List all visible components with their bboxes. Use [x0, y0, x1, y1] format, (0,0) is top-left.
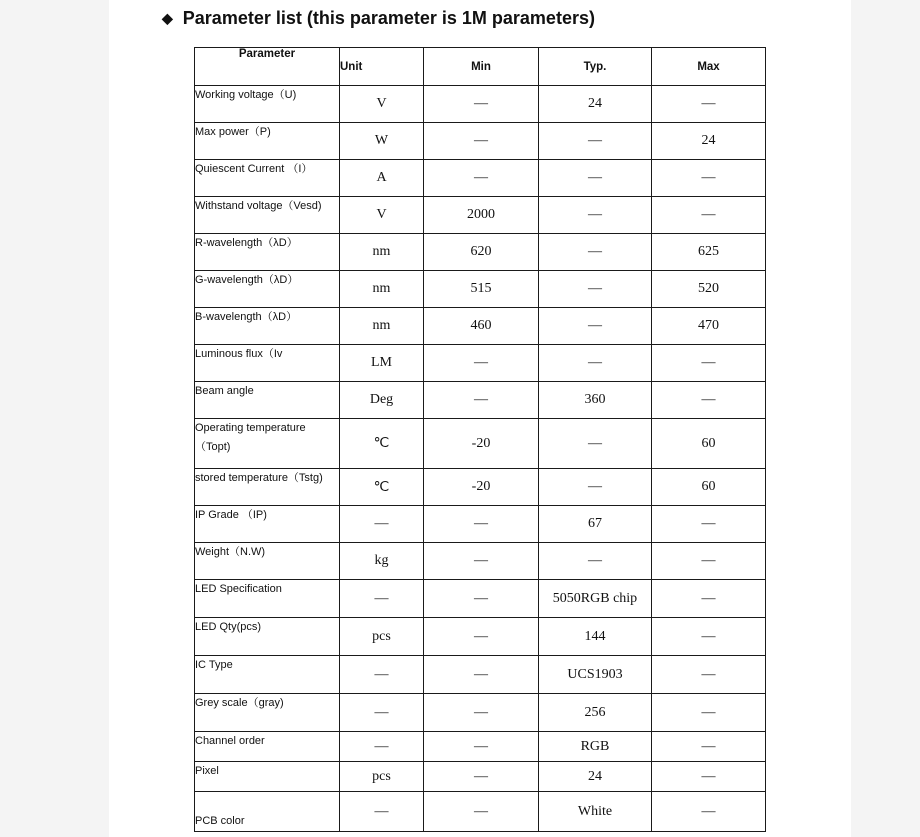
cell-unit: —: [340, 580, 424, 618]
cell-typ: 24: [539, 86, 652, 123]
table-row: [195, 345, 766, 382]
table-header-row: [195, 48, 766, 86]
table-row: [195, 86, 766, 123]
cell-parameter: R-wavelength（λD）: [195, 234, 340, 271]
diamond-bullet-icon: ◆: [162, 10, 173, 26]
cell-parameter: Quiescent Current （I）: [195, 160, 340, 197]
cell-parameter: B-wavelength（λD）: [195, 308, 340, 345]
table-row: [195, 694, 766, 732]
cell-min: —: [424, 382, 539, 419]
cell-typ: RGB: [539, 732, 652, 762]
table-row: [195, 123, 766, 160]
cell-parameter: IC Type: [195, 656, 340, 694]
cell-max: 470: [652, 308, 766, 345]
table-row: [195, 234, 766, 271]
cell-min: —: [424, 762, 539, 792]
table-row: [195, 197, 766, 234]
cell-max: —: [652, 694, 766, 732]
section-heading-text: Parameter list (this parameter is 1M parameters): [182, 8, 595, 28]
cell-unit: ℃: [340, 419, 424, 469]
table-row: [195, 308, 766, 345]
cell-typ: UCS1903: [539, 656, 652, 694]
table-row: [195, 762, 766, 792]
cell-min: —: [424, 732, 539, 762]
cell-typ: —: [539, 308, 652, 345]
cell-typ: 5050RGB chip: [539, 580, 652, 618]
cell-typ: 24: [539, 762, 652, 792]
cell-parameter: IP Grade （IP): [195, 506, 340, 543]
cell-max: 625: [652, 234, 766, 271]
cell-min: 460: [424, 308, 539, 345]
section-heading: [162, 8, 595, 29]
cell-unit: —: [340, 506, 424, 543]
cell-max: 24: [652, 123, 766, 160]
cell-parameter: Withstand voltage（Vesd): [195, 197, 340, 234]
parameter-table: [194, 47, 766, 832]
cell-unit: W: [340, 123, 424, 160]
cell-max: —: [652, 732, 766, 762]
cell-typ: —: [539, 419, 652, 469]
cell-max: 520: [652, 271, 766, 308]
cell-max: —: [652, 86, 766, 123]
cell-unit: —: [340, 694, 424, 732]
cell-typ: 144: [539, 618, 652, 656]
cell-max: —: [652, 345, 766, 382]
cell-min: -20: [424, 419, 539, 469]
cell-min: —: [424, 618, 539, 656]
cell-min: —: [424, 792, 539, 832]
cell-max: —: [652, 506, 766, 543]
cell-unit: nm: [340, 308, 424, 345]
table-row: [195, 419, 766, 469]
table-row: [195, 618, 766, 656]
table-row: [195, 382, 766, 419]
table-row: [195, 792, 766, 832]
cell-typ: —: [539, 271, 652, 308]
cell-min: 620: [424, 234, 539, 271]
cell-unit: LM: [340, 345, 424, 382]
table-row: [195, 580, 766, 618]
cell-min: —: [424, 580, 539, 618]
table-row: [195, 543, 766, 580]
cell-parameter: [195, 419, 340, 469]
cell-unit: nm: [340, 234, 424, 271]
cell-typ: —: [539, 123, 652, 160]
cell-min: —: [424, 694, 539, 732]
cell-unit: pcs: [340, 762, 424, 792]
cell-unit: V: [340, 86, 424, 123]
cell-parameter: stored temperature（Tstg): [195, 469, 340, 506]
table-row: [195, 732, 766, 762]
cell-typ: 256: [539, 694, 652, 732]
cell-unit: kg: [340, 543, 424, 580]
cell-parameter: PCB color: [195, 792, 340, 832]
cell-max: 60: [652, 469, 766, 506]
header-parameter: Parameter: [195, 48, 340, 86]
cell-parameter: G-wavelength（λD）: [195, 271, 340, 308]
cell-max: —: [652, 618, 766, 656]
cell-parameter-line1: Operating temperature: [195, 422, 306, 434]
cell-min: —: [424, 345, 539, 382]
cell-unit: —: [340, 656, 424, 694]
cell-min: —: [424, 656, 539, 694]
cell-max: —: [652, 656, 766, 694]
cell-parameter: Grey scale（gray): [195, 694, 340, 732]
cell-max: —: [652, 197, 766, 234]
header-max: Max: [652, 48, 766, 86]
cell-max: —: [652, 382, 766, 419]
cell-typ: —: [539, 469, 652, 506]
cell-parameter: LED Specification: [195, 580, 340, 618]
cell-min: —: [424, 86, 539, 123]
table-row: [195, 506, 766, 543]
cell-parameter: Max power（P): [195, 123, 340, 160]
cell-parameter: Pixel: [195, 762, 340, 792]
cell-parameter: LED Qty(pcs): [195, 618, 340, 656]
cell-max: —: [652, 792, 766, 832]
cell-min: —: [424, 543, 539, 580]
cell-parameter: Working voltage（U): [195, 86, 340, 123]
cell-typ: —: [539, 234, 652, 271]
cell-parameter: Weight（N.W): [195, 543, 340, 580]
header-unit: Unit: [340, 48, 424, 86]
header-min: Min: [424, 48, 539, 86]
cell-unit: V: [340, 197, 424, 234]
cell-min: 2000: [424, 197, 539, 234]
cell-max: —: [652, 543, 766, 580]
cell-typ: —: [539, 543, 652, 580]
cell-typ: —: [539, 160, 652, 197]
cell-unit: —: [340, 732, 424, 762]
cell-unit: ℃: [340, 469, 424, 506]
cell-min: —: [424, 123, 539, 160]
cell-typ: —: [539, 345, 652, 382]
cell-unit: Deg: [340, 382, 424, 419]
cell-min: —: [424, 506, 539, 543]
cell-min: —: [424, 160, 539, 197]
table-row: [195, 469, 766, 506]
cell-parameter: Beam angle: [195, 382, 340, 419]
cell-parameter-line2: （Topt): [195, 441, 231, 453]
table-row: [195, 160, 766, 197]
cell-max: —: [652, 580, 766, 618]
cell-typ: —: [539, 197, 652, 234]
cell-typ: 67: [539, 506, 652, 543]
cell-max: 60: [652, 419, 766, 469]
table-row: [195, 271, 766, 308]
cell-typ: White: [539, 792, 652, 832]
cell-parameter: Channel order: [195, 732, 340, 762]
cell-unit: —: [340, 792, 424, 832]
cell-unit: A: [340, 160, 424, 197]
cell-typ: 360: [539, 382, 652, 419]
table-row: [195, 656, 766, 694]
cell-unit: nm: [340, 271, 424, 308]
cell-min: -20: [424, 469, 539, 506]
cell-max: —: [652, 160, 766, 197]
cell-max: —: [652, 762, 766, 792]
cell-min: 515: [424, 271, 539, 308]
cell-unit: pcs: [340, 618, 424, 656]
header-typ: Typ.: [539, 48, 652, 86]
cell-parameter: Luminous flux（Iv: [195, 345, 340, 382]
